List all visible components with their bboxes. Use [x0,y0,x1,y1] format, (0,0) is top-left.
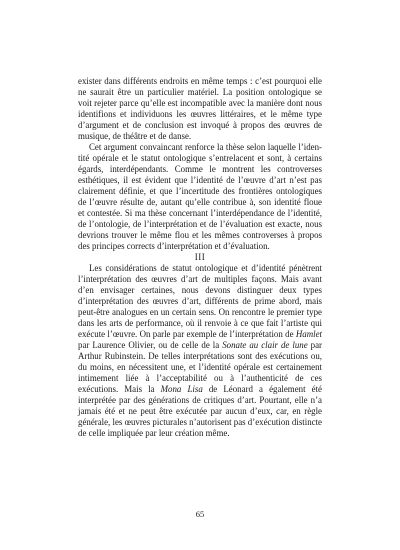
paragraph-text-part-1: Les considérations de statut ontologique et d’identité pénètrent l’interprétation des œuvres d’art de multiples façons. Mais avant d’en envisager certaines, nous devons distinguer deux types d’interprétation des œuvres d’art, différents de prime abord, mais peut-être analogues en un certain sens. On rencontre le premier type dans les arts de performance, où il renvoie à ce que fait l’artiste qui exécute l’œuvre. On parle par exemple de l’interprétation de [78,263,322,340]
title-mona-lisa: Mona Lisa [160,384,203,395]
paragraph-argument: Cet argument convaincant renforce la thèse selon laquelle l’identité opérale et le statut ontologique s’entrelacent et sont, à certains égards, interdépendants. Comme le montrent les controverses esthétiques, il est évident que l’identité de l’œuvre d’art n’est pas clairement définie, et que l’incertitude des frontières ontologiques de l’œuvre résulte de, autant qu’elle contribue à, son identité floue et contestée. Si ma thèse concernant l’interdépendance de l’identité, de l’ontologie, de l’interprétation et de l’évaluation est exacte, nous devrions trouver le même flou et les mêmes controverses à propos des principes corrects d’interprétation et d’évaluation. [78,142,322,252]
title-sonate: Sonate au clair de lune [222,340,308,351]
page-number: 65 [195,509,205,519]
page-text-block [78,76,322,440]
title-hamlet: Hamlet [295,329,322,340]
paragraph-text-part-4: de Léonard a également été interprétée par des générations de critiques d’art. Pourtant, elle n’a jamais été et ne peut être exécutée par aucun d’eux, car, en règle générale, les œuvres picturales n’autorisent pas d’exécution distincte de celle impliquée par leur création même. [78,384,322,439]
section-heading: III [194,252,206,263]
paragraph-interpretation [78,263,322,439]
paragraph-text-part-3: par Arthur Rubinstein. De telles interprétations sont des exécutions ou, du moins, en nécessitent une, et l’identité opérale est certainement intimement liée à l’acceptabilité ou à l’authenticité de ces exécutions. Mais la [78,340,323,395]
paragraph-continuation: exister dans différents endroits en même temps : c’est pourquoi elle ne saurait être un particulier matériel. La position ontologique se voit rejeter parce qu’elle est incompatible avec la manière dont nous identifions et individuons les œuvres littéraires, et le même type d’argument et de conclusion est invoqué à propos des œuvres de musique, de théâtre et de danse. [78,76,322,142]
paragraph-text-part-2: par Laurence Olivier, ou de celle de la [78,340,223,351]
